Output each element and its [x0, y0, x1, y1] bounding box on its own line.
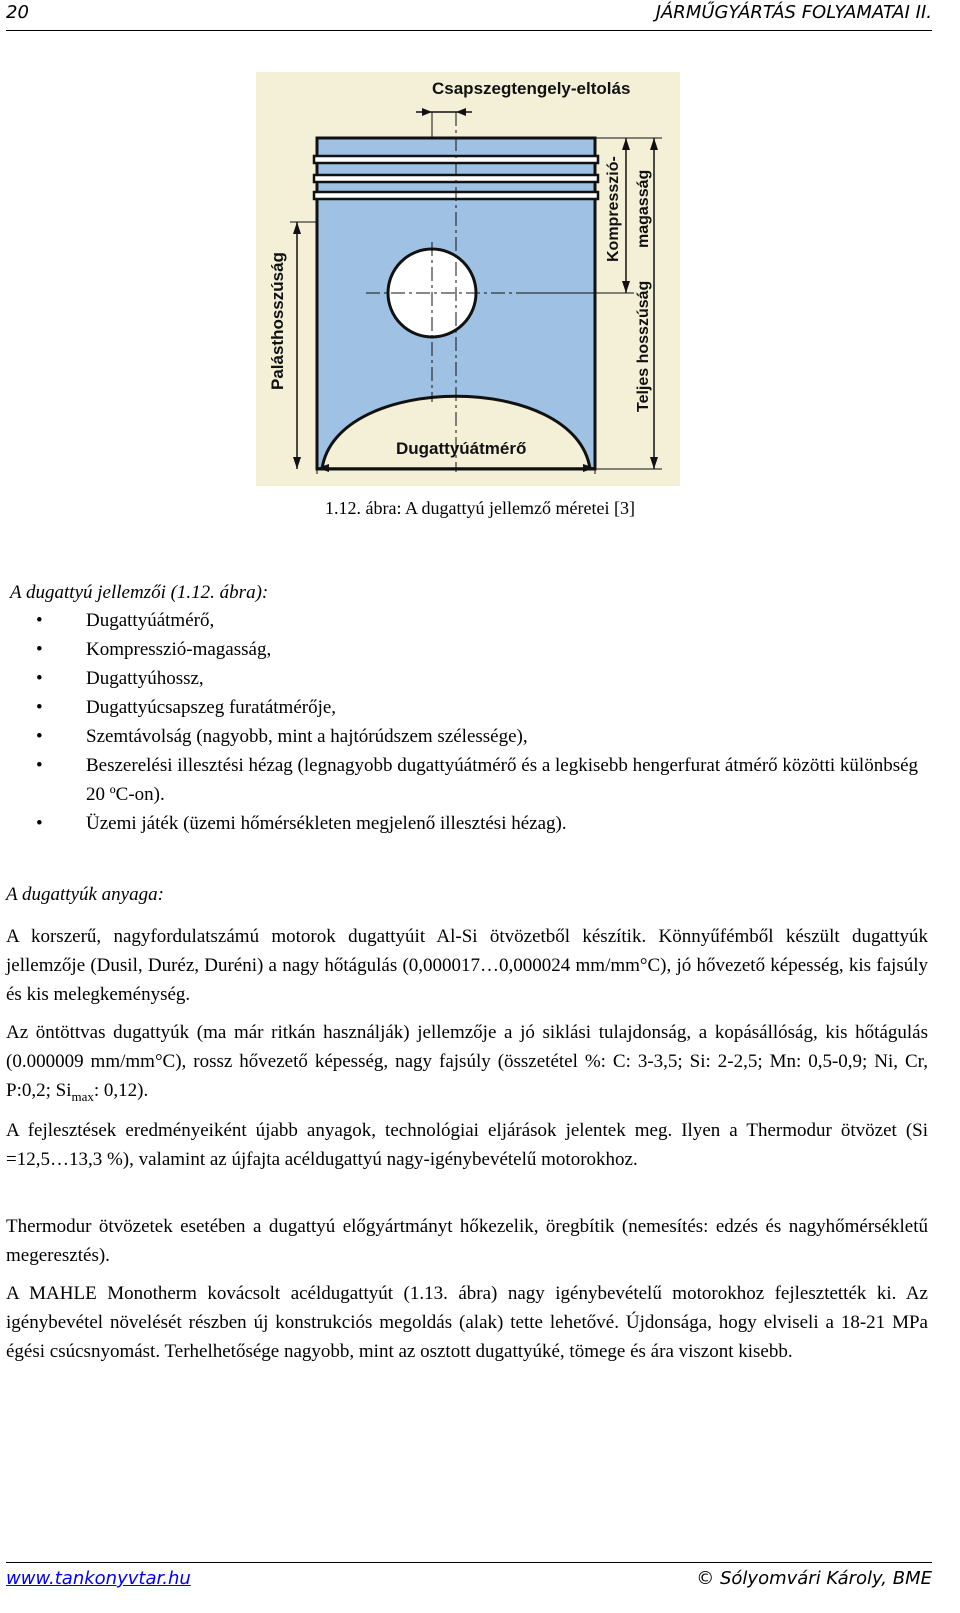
- compression-height-label-1: Kompresszió-: [605, 156, 622, 262]
- paragraph: [6, 1018, 928, 1111]
- list-item: • Dugattyúcsapszeg furatátmérője,: [34, 693, 934, 722]
- footer-link[interactable]: www.tankonyvtar.hu: [6, 1568, 191, 1589]
- paragraph: A MAHLE Monotherm kovácsolt acéldugattyút (1.13. ábra) nagy igénybevételű motorokhoz fejlesztették ki. Az igénybevétel növelését részben új konstrukciós megoldás (alak) tette lehetővé. Újdonsága, hogy elviseli a 18-21 MPa égési csúcsnyomást. Terhelhetősége nagyobb, mint az osztott dugattyúké, tömege és ára viszont kisebb.: [6, 1283, 928, 1362]
- list-item: • Szemtávolság (nagyobb, mint a hajtórúdszem szélessége),: [34, 722, 934, 751]
- compression-height-label-2: magasság: [635, 169, 652, 248]
- paragraph: A korszerű, nagyfordulatszámú motorok dugattyúit Al-Si ötvözetből készítik. Könnyűfémből készült dugattyúk jellemzője (Dusil, Duréz, Duréni) a nagy hőtágulás (0,000017…0,000024 mm/mm°C), jó hővezető képesség, kis fajsúly és kis melegkeménység.: [6, 926, 928, 1005]
- list-item: • Dugattyúátmérő,: [34, 606, 934, 635]
- list-item: • Beszerelési illesztési hézag (legnagyobb dugattyúátmérő és a legkisebb hengerfurat átmérő közötti különbség 20 ºC-on).: [34, 751, 934, 809]
- pin-offset-label: Csapszegtengely-eltolás: [432, 79, 631, 98]
- list-item: • Üzemi játék (üzemi hőmérsékleten megjelenő illesztési hézag).: [34, 809, 934, 838]
- subscript: max: [71, 1088, 94, 1104]
- page-number: 20: [6, 2, 29, 23]
- footer-divider: [6, 1562, 932, 1563]
- list-item: • Dugattyúhossz,: [34, 664, 934, 693]
- list-item: • Kompresszió-magasság,: [34, 635, 934, 664]
- paragraph-text: Az öntöttvas dugattyúk (ma már ritkán használják) jellemzője a jó siklási tulajdonság, a kopásállóság, kis hőtágulás (0.000009 mm/mm°C), rossz hővezető képesség, nagy fajsúly (összetétel %: C: 3-3,5; Si: 2-2,5; Mn: 0,5-0,9; Ni, Cr, P:0,2; Si: [6, 1022, 928, 1101]
- header-title: JÁRMŰGYÁRTÁS FOLYAMATAI II.: [655, 2, 932, 23]
- paragraph: A fejlesztések eredményeiként újabb anyagok, technológiai eljárások jelentek meg. Ilyen a Thermodur ötvözet (Si =12,5…13,3 %), valamint az újfajta acéldugattyú nagy-igénybevételű motorokhoz.: [6, 1120, 928, 1170]
- intro-text: A dugattyú jellemzői (1.12. ábra):: [10, 582, 269, 603]
- total-length-label: Teljes hosszúság: [635, 280, 652, 412]
- materials-heading: A dugattyúk anyaga:: [6, 884, 164, 905]
- paragraph-text: : 0,12).: [93, 1080, 149, 1101]
- characteristics-list: [34, 606, 934, 838]
- paragraph: Thermodur ötvözetek esetében a dugattyú előgyártmányt hőkezelik, öregbítik (nemesítés: edzés és nagyhőmérsékletű megeresztés).: [6, 1216, 928, 1266]
- page-header: [6, 2, 932, 26]
- figure-caption: 1.12. ábra: A dugattyú jellemző méretei [3]: [325, 498, 635, 518]
- diameter-label: Dugattyúátmérő: [396, 439, 527, 458]
- skirt-length-label: Palásthosszúság: [268, 252, 287, 390]
- footer-copyright: © Sólyomvári Károly, BME: [696, 1568, 932, 1589]
- piston-dimensions-figure: [256, 72, 680, 486]
- header-divider: [6, 30, 932, 31]
